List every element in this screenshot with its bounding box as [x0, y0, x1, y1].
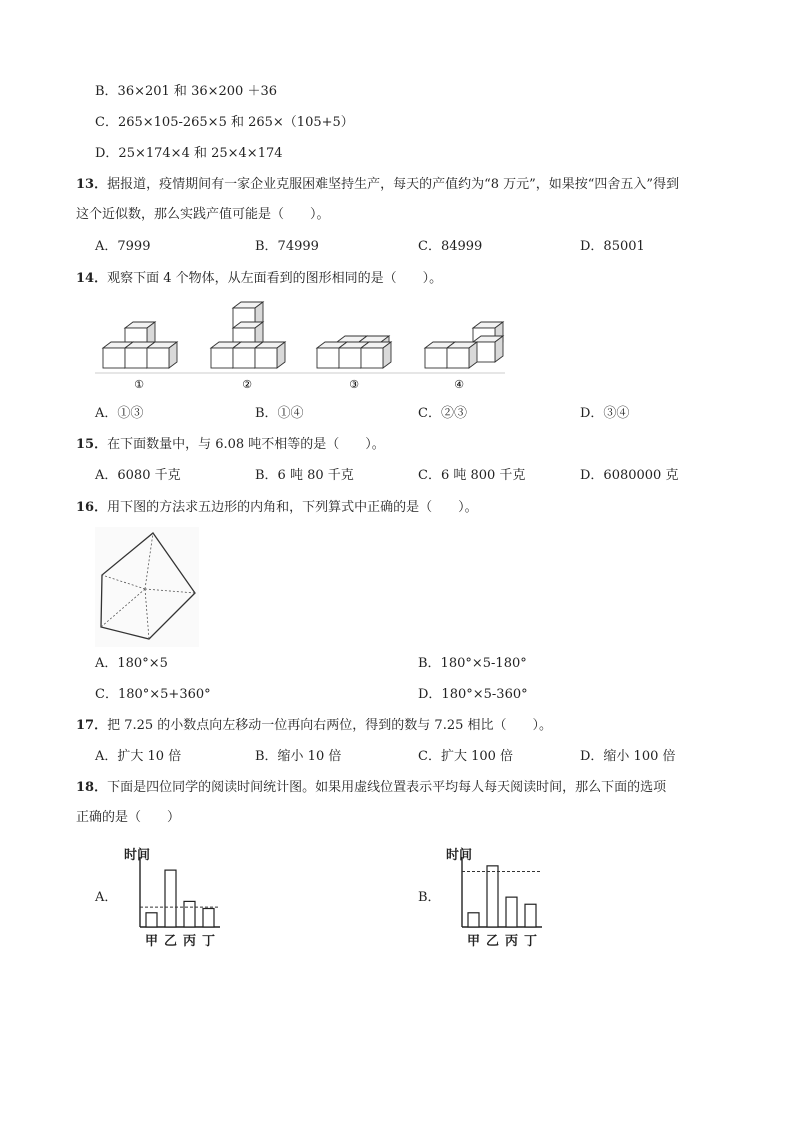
- cube-figure-1: [103, 322, 177, 368]
- chart-category-label: 丁: [523, 934, 538, 949]
- chart-ylabel: 时间: [446, 848, 473, 863]
- q16-text: 用下图的方法求五边形的内角和，下列算式中正确的是（ ）。: [107, 500, 478, 515]
- q14-question: [76, 270, 442, 288]
- q13-option-a: A．7999: [95, 239, 151, 254]
- q18-option-a-label: A．: [95, 890, 118, 905]
- chart-ylabel: 时间: [124, 848, 151, 863]
- q13-question: [76, 176, 679, 194]
- chart-category-label: 甲: [144, 934, 159, 949]
- chart-bar-乙: [165, 870, 176, 927]
- cube-figure-label-1: ①: [134, 378, 144, 391]
- q14-option-c: C．②③: [418, 406, 467, 421]
- q12-option-d: D．25×174×4 和 25×4×174: [95, 146, 283, 161]
- q13-option-c: C．84999: [418, 239, 483, 254]
- q15-option-a: A．6080 千克: [95, 468, 181, 483]
- q18-question: [76, 779, 666, 797]
- chart-bar-丙: [184, 901, 195, 927]
- q16-number: 16．: [76, 500, 108, 515]
- cube-figure-4: [425, 322, 503, 368]
- q15-option-b: B．6 吨 80 千克: [255, 468, 354, 483]
- chart-bar-丙: [506, 897, 517, 927]
- pentagon-figure: [95, 527, 199, 647]
- chart-category-label: 丙: [504, 934, 519, 949]
- q17-question: [76, 717, 552, 735]
- q15-option-d: D．6080000 克: [580, 468, 679, 483]
- q13-text-line2: 这个近似数，那么实践产值可能是（ ）。: [76, 207, 330, 222]
- q14-option-a: A．①③: [95, 406, 144, 421]
- chart-bar-乙: [487, 866, 498, 927]
- q17-option-d: D．缩小 100 倍: [580, 749, 676, 764]
- cube-figure-3: [317, 336, 391, 368]
- q18-number: 18．: [76, 780, 108, 795]
- q15-option-c: C．6 吨 800 千克: [418, 468, 526, 483]
- cube-figure-label-3: ③: [349, 378, 359, 391]
- reading-time-chart-a: [118, 843, 230, 953]
- q14-number: 14．: [76, 271, 108, 286]
- chart-category-label: 丙: [182, 934, 197, 949]
- q15-number: 15．: [76, 437, 108, 452]
- chart-category-label: 乙: [485, 934, 500, 949]
- cube-figure-label-4: ④: [454, 378, 464, 391]
- cube-figure-2: [211, 302, 285, 368]
- q17-option-a: A．扩大 10 倍: [95, 749, 182, 764]
- q18-option-b-label: B．: [418, 890, 441, 905]
- chart-bar-甲: [468, 913, 479, 927]
- q16-option-a: A．180°×5: [95, 656, 168, 671]
- q14-cube-figures: [95, 300, 515, 395]
- chart-category-label: 甲: [466, 934, 481, 949]
- q13-option-b: B．74999: [255, 239, 319, 254]
- cube-figure-label-2: ②: [242, 378, 252, 391]
- q13-option-d: D．85001: [580, 239, 645, 254]
- q16-option-d: D．180°×5-360°: [418, 687, 528, 702]
- chart-category-label: 乙: [163, 934, 178, 949]
- q12-option-c: C．265×105-265×5 和 265×（105+5）: [95, 115, 354, 130]
- chart-bar-丁: [203, 909, 214, 927]
- q14-option-b: B．①④: [255, 406, 304, 421]
- q12-option-b: B．36×201 和 36×200 ＋36: [95, 84, 277, 99]
- chart-bar-甲: [146, 913, 157, 927]
- q14-option-d: D．③④: [580, 406, 630, 421]
- q17-number: 17．: [76, 718, 108, 733]
- q16-option-c: C．180°×5+360°: [95, 687, 211, 702]
- q17-option-c: C．扩大 100 倍: [418, 749, 514, 764]
- reading-time-chart-b: [440, 843, 552, 953]
- q16-question: [76, 499, 478, 517]
- q17-text: 把 7.25 的小数点向左移动一位再向右两位，得到的数与 7.25 相比（ ）。: [107, 718, 553, 733]
- q18-text-line2: 正确的是（ ）: [76, 810, 181, 825]
- q15-question: [76, 436, 385, 454]
- q14-text: 观察下面 4 个物体，从左面看到的图形相同的是（ ）。: [107, 271, 443, 286]
- q16-option-b: B．180°×5-180°: [418, 656, 527, 671]
- chart-category-label: 丁: [201, 934, 216, 949]
- q15-text: 在下面数量中，与 6.08 吨不相等的是（ ）。: [107, 437, 385, 452]
- q13-number: 13．: [76, 177, 108, 192]
- q17-option-b: B．缩小 10 倍: [255, 749, 342, 764]
- chart-bar-丁: [525, 904, 536, 927]
- q18-text-line1: 下面是四位同学的阅读时间统计图。如果用虚线位置表示平均每人每天阅读时间，那么下面的选项: [107, 780, 667, 795]
- q13-text-line1: 据报道，疫情期间有一家企业克服困难坚持生产，每天的产值约为“8 万元”，如果按“四舍五入”得到: [107, 177, 680, 192]
